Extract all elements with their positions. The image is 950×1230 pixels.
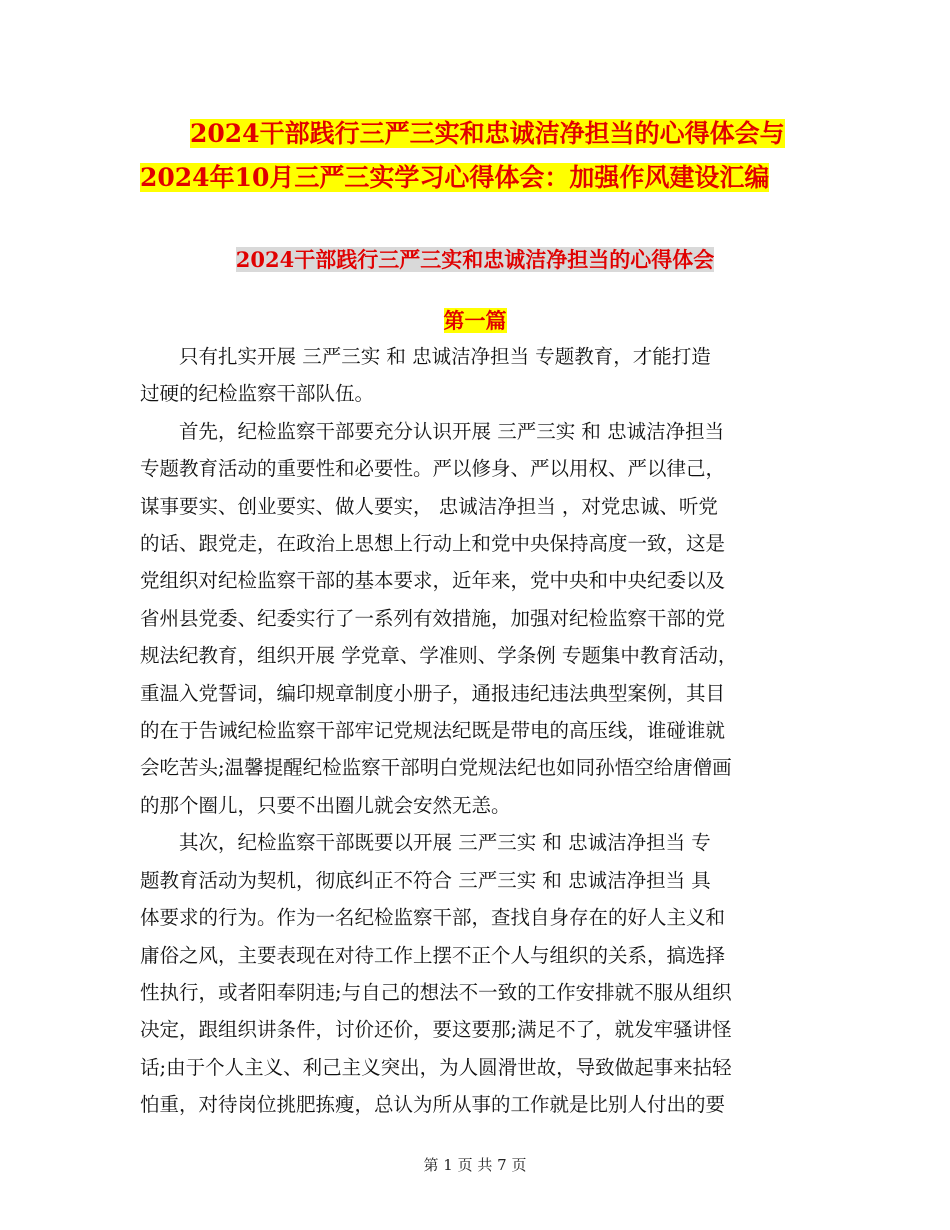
text-line: 规法纪教育，组织开展 学党章、学准则、学条例 专题集中教育活动， bbox=[140, 644, 738, 668]
text-line: 专题教育活动的重要性和必要性。严以修身、严以用权、严以律己， bbox=[140, 457, 726, 481]
text-line: 只有扎实开展 三严三实 和 忠诚洁净担当 专题教育，才能打造 bbox=[140, 345, 711, 368]
text-line: 首先，纪检监察干部要充分认识开展 三严三实 和 忠诚洁净担当 bbox=[140, 419, 725, 443]
document-title bbox=[140, 112, 820, 200]
section-title bbox=[0, 244, 950, 274]
text-line: 重温入党誓词，编印规章制度小册子，通报违纪违法典型案例，其目 bbox=[140, 681, 726, 705]
title-line-2: 2024年10月三严三实学习心得体会：加强作风建设汇编 bbox=[140, 163, 770, 192]
text-line: 决定，跟组织讲条件，讨价还价，要这要那;满足不了，就发牢骚讲怪 bbox=[140, 1018, 732, 1042]
text-line: 性执行，或者阳奉阴违;与自己的想法不一致的工作安排就不服从组织 bbox=[140, 980, 732, 1004]
text-line: 庸俗之风，主要表现在对待工作上摆不正个人与组织的关系，搞选择 bbox=[140, 943, 726, 967]
section-title-text: 2024干部践行三严三实和忠诚洁净担当的心得体会 bbox=[235, 247, 715, 272]
title-line-1: 2024干部践行三严三实和忠诚洁净担当的心得体会与 bbox=[190, 119, 785, 148]
text-line: 话;由于个人主义、利己主义突出，为人圆滑世故，导致做起事来拈轻 bbox=[140, 1055, 732, 1079]
chapter-heading bbox=[0, 305, 950, 335]
text-line: 过硬的纪检监察干部队伍。 bbox=[140, 382, 375, 406]
page-footer: 第 1 页 共 7 页 bbox=[423, 1156, 527, 1174]
text-line: 谋事要实、创业要实、做人要实， 忠诚洁净担当 ，对党忠诚、听党 bbox=[140, 494, 718, 518]
text-line: 党组织对纪检监察干部的基本要求，近年来，党中央和中央纪委以及 bbox=[140, 569, 726, 593]
text-line: 会吃苦头;温馨提醒纪检监察干部明白党规法纪也如同孙悟空给唐僧画 bbox=[140, 756, 732, 780]
text-line: 体要求的行为。作为一名纪检监察干部，查找自身存在的好人主义和 bbox=[140, 906, 726, 930]
text-line: 的在于告诫纪检监察干部牢记党规法纪既是带电的高压线，谁碰谁就 bbox=[140, 719, 726, 743]
text-line: 的话、跟党走，在政治上思想上行动上和党中央保持高度一致，这是 bbox=[140, 532, 726, 556]
text-line: 的那个圈儿，只要不出圈儿就会安然无恙。 bbox=[140, 793, 511, 817]
body-text bbox=[140, 338, 810, 1124]
text-line: 其次，纪检监察干部既要以开展 三严三实 和 忠诚洁净担当 专 bbox=[140, 831, 711, 855]
text-line: 题教育活动为契机，彻底纠正不符合 三严三实 和 忠诚洁净担当 具 bbox=[140, 868, 711, 892]
text-line: 省州县党委、纪委实行了一系列有效措施，加强对纪检监察干部的党 bbox=[140, 606, 726, 630]
chapter-heading-text: 第一篇 bbox=[443, 308, 507, 333]
text-line: 怕重，对待岗位挑肥拣瘦，总认为所从事的工作就是比别人付出的要 bbox=[140, 1093, 726, 1117]
